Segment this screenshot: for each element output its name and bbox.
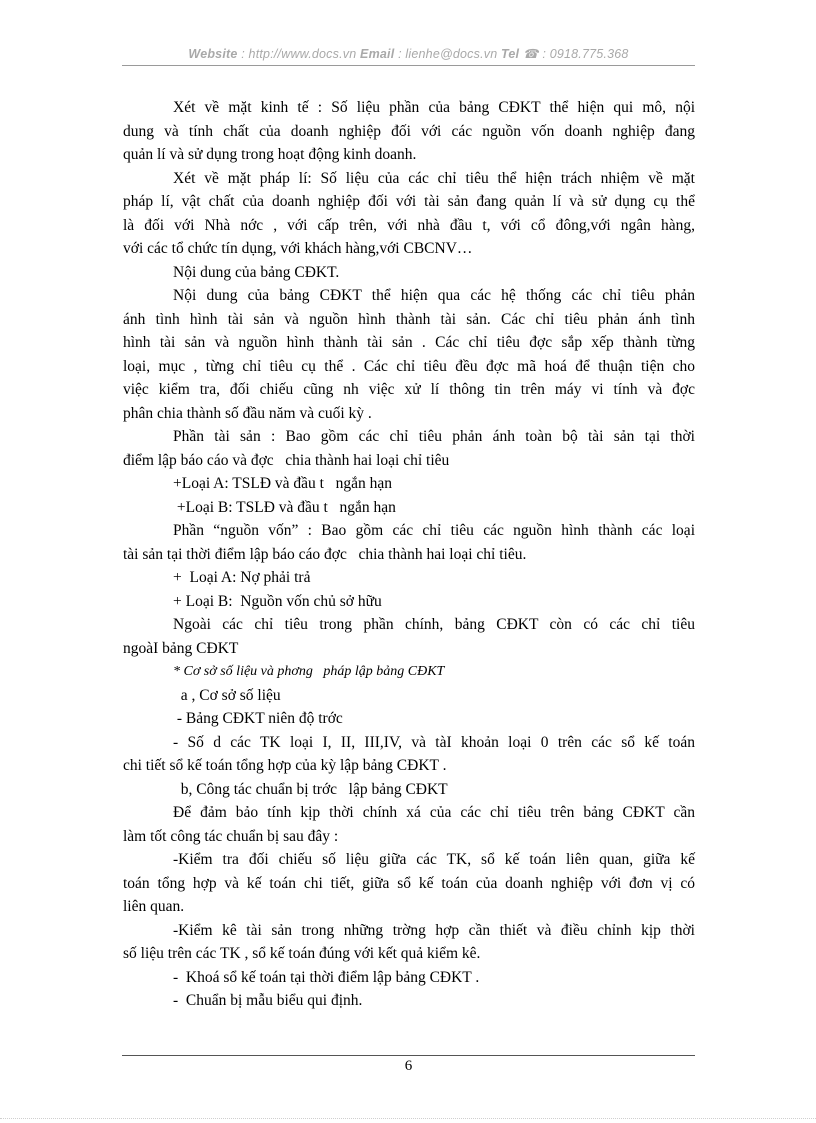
text-line: -Kiểm kê tài sản trong những trờng hợp cần thiết và điều chỉnh kịp thời [173, 921, 695, 939]
text-line: hình tài sản và nguồn hình thành tài sản . Các chỉ tiêu đợc sắp xếp thành từng [123, 334, 695, 351]
header-divider [122, 65, 695, 66]
text-line: pháp lí, vật chất của doanh nghiệp đối với tài sản đang quản lí và sử dụng cụ thể [123, 193, 695, 210]
text-line: quản lí và sử dụng trong hoạt động kinh doanh. [123, 146, 417, 163]
text-line: - Số d các TK loại I, II, III,IV, và tàI khoản loại 0 trên các sổ kế toán [173, 733, 695, 751]
page-number: 6 [404, 1058, 413, 1074]
text-line: +Loại A: TSLĐ và đầu t ngắn hạn [173, 475, 392, 492]
footer-divider [122, 1055, 695, 1056]
text-line: + Loại B: Nguồn vốn chủ sở hữu [173, 592, 382, 610]
text-line: là đối với Nhà nớc , với cấp trên, với nhà đầu t, với cổ đông,với ngân hàng, [123, 216, 695, 234]
text-line: dung và tính chất của doanh nghiệp đối với các nguồn vốn doanh nghiệp đang [123, 122, 695, 140]
text-line: Nội dung của bảng CĐKT thể hiện qua các hệ thống các chỉ tiêu phản [173, 287, 695, 304]
text-line: -Kiểm tra đối chiếu số liệu giữa các TK, sổ kế toán liên quan, giữa kế [173, 851, 695, 868]
document-body [123, 96, 695, 1013]
text-line: - Bảng CĐKT niên độ trớc [173, 710, 343, 727]
text-line: chi tiết sổ kế toán tổng hợp của kỳ lập bảng CĐKT . [123, 757, 447, 774]
text-line: phân chia thành số đầu năm và cuối kỳ . [123, 404, 372, 422]
text-line: Xét về mặt pháp lí: Số liệu của các chỉ tiêu thể hiện trách nhiệm về mặt [173, 169, 695, 187]
text-line: số liệu trên các TK , sổ kế toán đúng với kết quả kiểm kê. [123, 945, 481, 962]
text-line: tài sản tại thời điểm lập báo cáo đợc chia thành hai loại chỉ tiêu. [123, 545, 527, 563]
text-line: Để đảm bảo tính kịp thời chính xá của các chỉ tiêu trên bảng CĐKT cần [173, 804, 695, 821]
text-line: làm tốt công tác chuẩn bị sau đây : [123, 827, 339, 845]
text-line: loại, mục , từng chỉ tiêu cụ thể . Các chỉ tiêu đều đợc mã hoá để thuận tiện cho [123, 357, 695, 375]
text-line: việc kiểm tra, đối chiếu cũng nh việc xử lí thông tin trên máy vi tính và đợc [123, 381, 695, 398]
text-line: ánh tình hình tài sản và nguồn hình thành tài sản. Các chỉ tiêu phản ánh tình [123, 310, 695, 328]
tel-number: ☎ : 0918.775.368 [519, 47, 629, 61]
text-line: +Loại B: TSLĐ và đầu t ngắn hạn [173, 498, 396, 516]
website-label: Website [188, 47, 238, 61]
page-bottom-edge [0, 1118, 816, 1119]
text-line: * Cơ sở số liệu và phơng pháp lập bảng CĐKT [173, 664, 445, 679]
email-address[interactable]: : lienhe@docs.vn [394, 47, 502, 61]
text-line: ngoàI bảng CĐKT [123, 639, 239, 657]
page-header [122, 46, 695, 61]
text-line: Ngoài các chỉ tiêu trong phần chính, bảng CĐKT còn có các chỉ tiêu [173, 616, 695, 633]
text-line: Phần “nguồn vốn” : Bao gồm các chỉ tiêu các nguồn hình thành các loại [173, 522, 695, 539]
text-line: Xét về mặt kinh tế : Số liệu phần của bảng CĐKT thể hiện qui mô, nội [173, 99, 695, 116]
text-line: với các tổ chức tín dụng, với khách hàng,với CBCNV… [123, 240, 473, 257]
text-line: a , Cơ sở số liệu [173, 686, 281, 704]
email-label: Email [360, 47, 395, 61]
text-line: Phần tài sản : Bao gồm các chỉ tiêu phản ánh toàn bộ tài sản tại thời [173, 428, 695, 445]
tel-label: Tel [501, 47, 520, 61]
text-line: b, Công tác chuẩn bị trớc lập bảng CĐKT [173, 780, 448, 798]
website-url[interactable]: : http://www.docs.vn [237, 47, 361, 61]
text-line: + Loại A: Nợ phải trả [173, 569, 311, 586]
text-line: - Khoá sổ kế toán tại thời điểm lập bảng CĐKT . [173, 968, 480, 986]
text-line: toán tổng hợp và kế toán chi tiết, giữa sổ kế toán của doanh nghiệp với đơn vị có [123, 874, 695, 892]
text-line: liên quan. [123, 898, 185, 915]
text-line: điểm lập báo cáo và đợc chia thành hai loại chỉ tiêu [123, 451, 450, 469]
text-line: - Chuẩn bị mẫu biểu qui định. [173, 992, 363, 1009]
text-line: Nội dung của bảng CĐKT. [173, 263, 340, 281]
